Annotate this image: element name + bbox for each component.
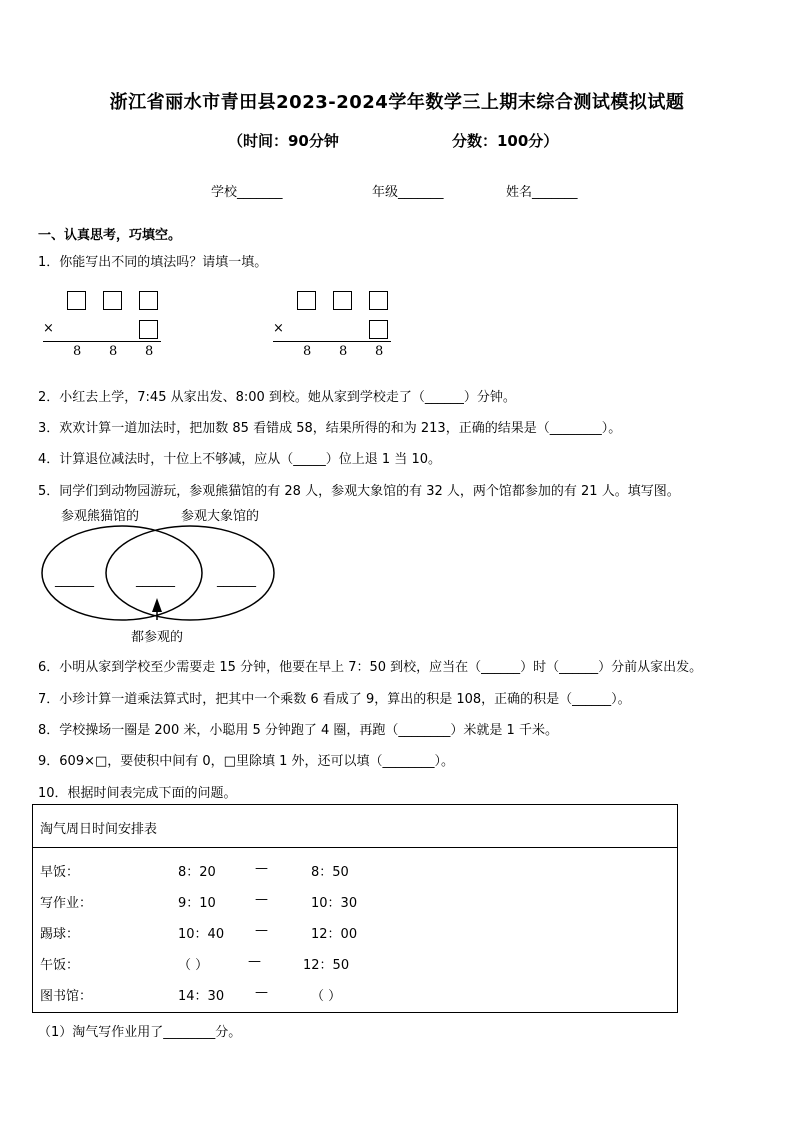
times-sign: ×	[43, 321, 54, 336]
question-10-1: （1）淘气写作业用了________分。	[38, 1025, 242, 1040]
venn-blank-middle: ______	[136, 573, 175, 588]
dash: —	[255, 923, 268, 938]
product-line	[43, 341, 161, 342]
product-digit: 8	[109, 344, 118, 359]
question-8: 8．学校操场一圈是 200 米，小聪用 5 分钟跑了 4 圈，再跑（________）米就是 1 千米。	[38, 723, 558, 738]
end-time: （ ）	[311, 989, 342, 1004]
exam-time: （时间：90分钟	[228, 132, 339, 150]
start-time: 9：10	[178, 896, 216, 911]
name-field: 姓名_______	[506, 185, 578, 200]
dash: —	[255, 861, 268, 876]
digit-box	[139, 320, 158, 339]
digit-box	[297, 291, 316, 310]
start-time: 8：20	[178, 865, 216, 880]
start-time: 14：30	[178, 989, 225, 1004]
activity-label: 午饭：	[40, 958, 80, 973]
question-1: 1．你能写出不同的填法吗？请填一填。	[38, 255, 268, 270]
schedule-table	[32, 804, 678, 1013]
digit-box	[369, 320, 388, 339]
digit-box	[369, 291, 388, 310]
venn-right-label: 参观大象馆的	[181, 509, 260, 524]
question-5: 5．同学们到动物园游玩，参观熊猫馆的有 28 人，参观大象馆的有 32 人，两个馆都参加的有 21 人。填写图。	[38, 484, 680, 499]
product-digit: 8	[145, 344, 154, 359]
question-6: 6．小明从家到学校至少需要走 15 分钟，他要在早上 7：50 到校，应当在（______）时（______）分前从家出发。	[38, 660, 703, 675]
question-2: 2．小红去上学，7:45 从家出发、8:00 到校。她从家到学校走了（______）分钟。	[38, 390, 516, 405]
schedule-title: 淘气周日时间安排表	[40, 822, 158, 837]
page-title: 浙江省丽水市青田县2023-2024学年数学三上期末综合测试模拟试题	[109, 92, 685, 113]
start-time: 10：40	[178, 927, 225, 942]
activity-label: 图书馆：	[40, 989, 93, 1004]
question-4: 4．计算退位减法时，十位上不够减，应从（_____）位上退 1 当 10。	[38, 452, 441, 467]
section-heading: 一、认真思考，巧填空。	[38, 228, 182, 243]
schedule-table-header	[33, 805, 677, 848]
start-time: （ ）	[178, 958, 209, 973]
question-7: 7．小珍计算一道乘法算式时，把其中一个乘数 6 看成了 9，算出的积是 108，正确的积是（______）。	[38, 692, 631, 707]
question-10: 10．根据时间表完成下面的问题。	[38, 786, 237, 801]
dash: —	[255, 892, 268, 907]
venn-blank-left: ______	[55, 573, 94, 588]
digit-box	[139, 291, 158, 310]
end-time: 12：00	[311, 927, 358, 942]
end-time: 8：50	[311, 865, 349, 880]
question-3: 3．欢欢计算一道加法时，把加数 85 看错成 58，结果所得的和为 213，正确的结果是（________）。	[38, 421, 622, 436]
question-9: 9．609×□，要使积中间有 0，□里除填 1 外，还可以填（________）。	[38, 754, 454, 769]
product-digit: 8	[73, 344, 82, 359]
end-time: 12：50	[303, 958, 350, 973]
activity-label: 踢球：	[40, 927, 80, 942]
activity-label: 早饭：	[40, 865, 80, 880]
school-field: 学校_______	[211, 185, 283, 200]
product-digit: 8	[339, 344, 348, 359]
times-sign: ×	[273, 321, 284, 336]
dash: —	[248, 954, 261, 969]
digit-box	[333, 291, 352, 310]
product-line	[273, 341, 391, 342]
end-time: 10：30	[311, 896, 358, 911]
exam-score: 分数：100分）	[452, 132, 559, 150]
digit-box	[67, 291, 86, 310]
venn-blank-right: ______	[217, 573, 256, 588]
product-digit: 8	[303, 344, 312, 359]
venn-left-label: 参观熊猫馆的	[61, 509, 140, 524]
digit-box	[103, 291, 122, 310]
product-digit: 8	[375, 344, 384, 359]
grade-field: 年级_______	[372, 185, 444, 200]
activity-label: 写作业：	[40, 896, 93, 911]
venn-bottom-label: 都参观的	[131, 630, 184, 645]
venn-pointer-arrow	[152, 598, 162, 612]
dash: —	[255, 985, 268, 1000]
